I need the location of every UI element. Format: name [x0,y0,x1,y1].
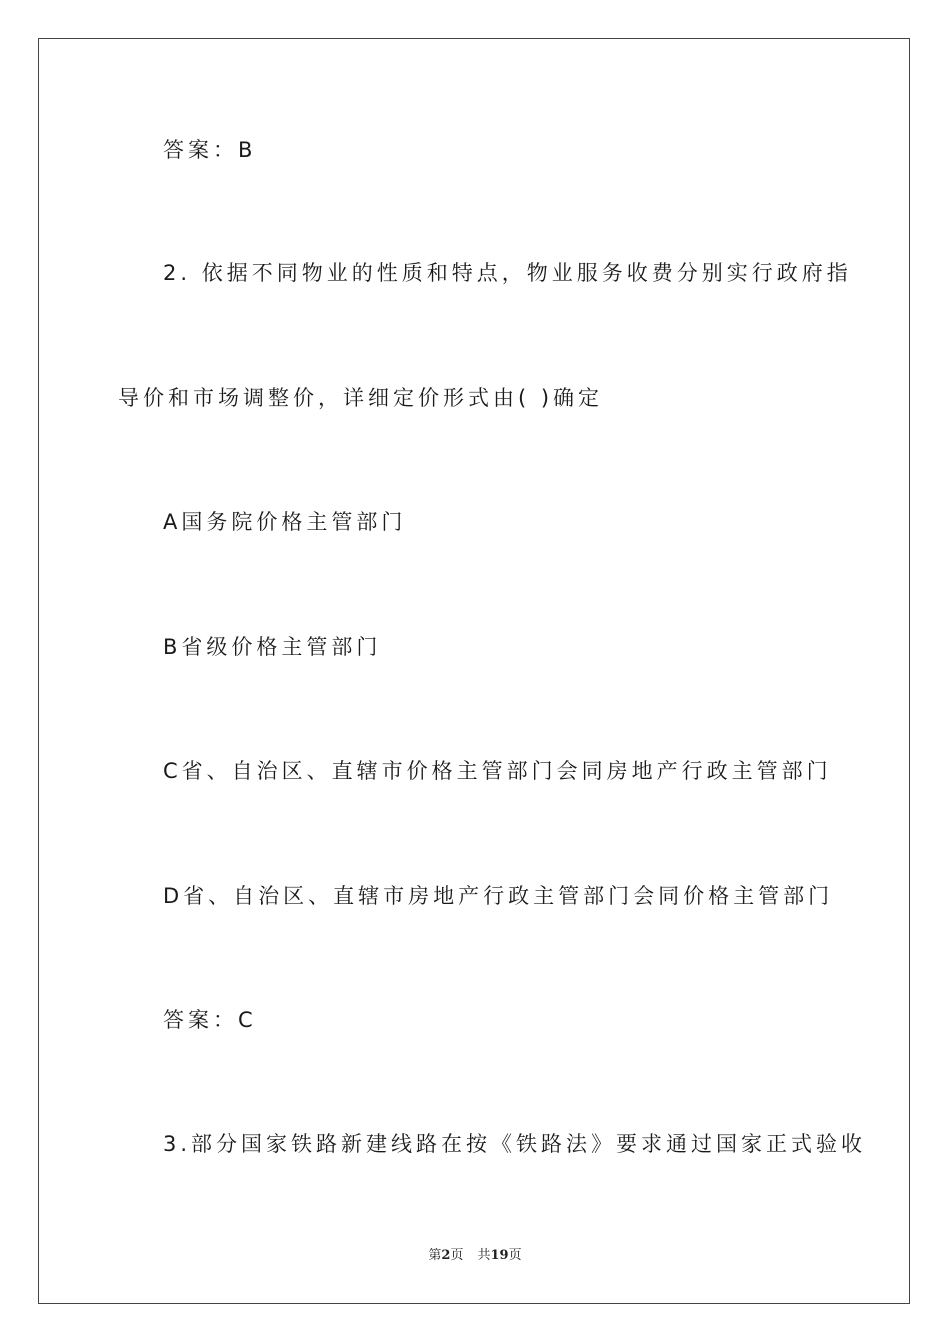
question-2-line-2: 导价和市场调整价，详细定价形式由( )确定 [118,386,604,410]
option-b: B省级价格主管部门 [163,635,382,659]
option-d: D省、自治区、直辖市房地产行政主管部门会同价格主管部门 [163,884,834,908]
page-number: 2 [441,1248,451,1263]
answer-line: 答案：C [163,1008,257,1032]
option-a: A国务院价格主管部门 [163,510,407,534]
question-2-line-1: 2. 依据不同物业的性质和特点，物业服务收费分别实行政府指 [163,261,852,285]
option-c: C省、自治区、直辖市价格主管部门会同房地产行政主管部门 [163,759,832,783]
page-prefix: 第 [428,1248,442,1263]
page-footer [0,1246,950,1266]
total-pages: 19 [490,1248,509,1263]
page-frame [38,38,910,1304]
total-suffix: 页 [508,1248,522,1263]
question-3-line-1: 3.部分国家铁路新建线路在按《铁路法》要求通过国家正式验收 [163,1132,867,1156]
total-prefix: 共 [477,1248,491,1263]
page-suffix: 页 [450,1248,464,1263]
answer-line: 答案：B [163,138,257,162]
